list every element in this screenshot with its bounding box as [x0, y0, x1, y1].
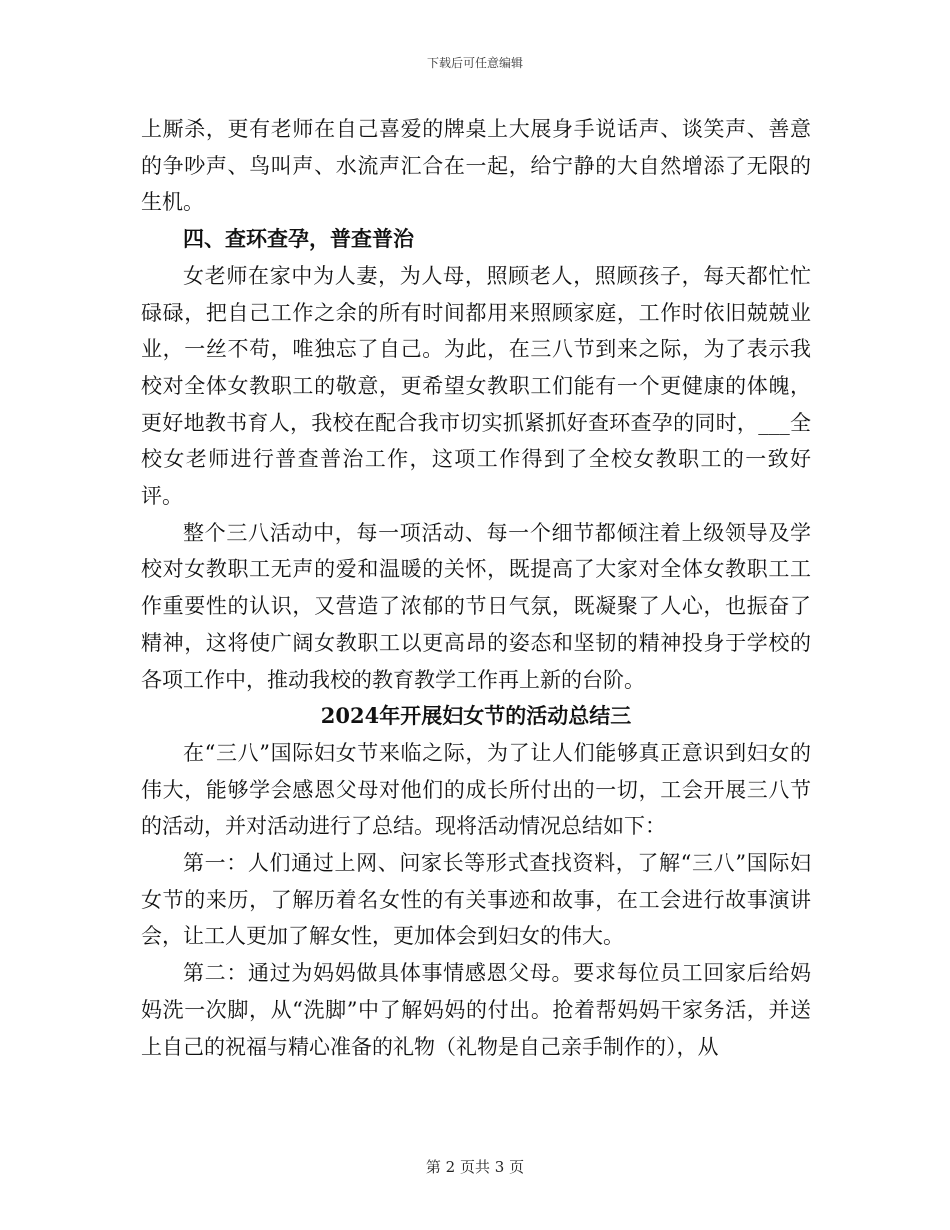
- paragraph-checkup: 女老师在家中为人妻，为人母，照顾老人，照顾孩子，每天都忙忙碌碌，把自己工作之余的所有时间都用来照顾家庭，工作时依旧兢兢业业，一丝不苟，唯独忘了自己。为此，在三八节到来之际，为了表示我校对全体女教职工的敬意，更希望女教职工们能有一个更健康的体魄，更好地教书育人，我校在配合我市切实抓紧抓好查环查孕的同时，___全校女老师进行普查普治工作，这项工作得到了全校女教职工的一致好评。: [141, 263, 811, 509]
- document-body: [141, 111, 811, 1065]
- page-footer-number: 第 2 页共 3 页: [425, 1158, 525, 1176]
- paragraph-intro: 在“三八”国际妇女节来临之际，为了让人们能够真正意识到妇女的伟大，能够学会感恩父母对他们的成长所付出的一切，工会开展三八节的活动，并对活动进行了总结。现将活动情况总结如下：: [141, 740, 811, 839]
- paragraph-continuation: 上厮杀，更有老师在自己喜爱的牌桌上大展身手说话声、谈笑声、善意的争吵声、鸟叫声、水流声汇合在一起，给宁静的大自然增添了无限的生机。: [141, 117, 811, 215]
- paragraph-summary: 整个三八活动中，每一项活动、每一个细节都倾注着上级领导及学校对女教职工无声的爱和温暖的关怀，既提高了大家对全体女教职工工作重要性的认识，又营造了浓郁的节日气氛，既凝聚了人心，也振奋了精神，这将使广阔女教职工以更高昂的姿态和坚韧的精神投身于学校的各项工作中，推动我校的教育教学工作再上新的台阶。: [141, 520, 811, 692]
- paragraph-second: 第二：通过为妈妈做具体事情感恩父母。要求每位员工回家后给妈妈洗一次脚，从“洗脚”中了解妈妈的付出。抢着帮妈妈干家务活，并送上自己的祝福与精心准备的礼物（礼物是自己亲手制作的），从: [141, 961, 811, 1059]
- paragraph-first: 第一：人们通过上网、问家长等形式查找资料，了解“三八”国际妇女节的来历，了解历着名女性的有关事迹和故事，在工会进行故事演讲会，让工人更加了解女性，更加体会到妇女的伟大。: [141, 851, 811, 949]
- document-section-title: 2024年开展妇女节的活动总结三: [320, 703, 632, 729]
- section-heading-4: 四、查环查孕，普查普治: [183, 226, 414, 252]
- page-header-note: 下载后可任意编辑: [426, 56, 523, 70]
